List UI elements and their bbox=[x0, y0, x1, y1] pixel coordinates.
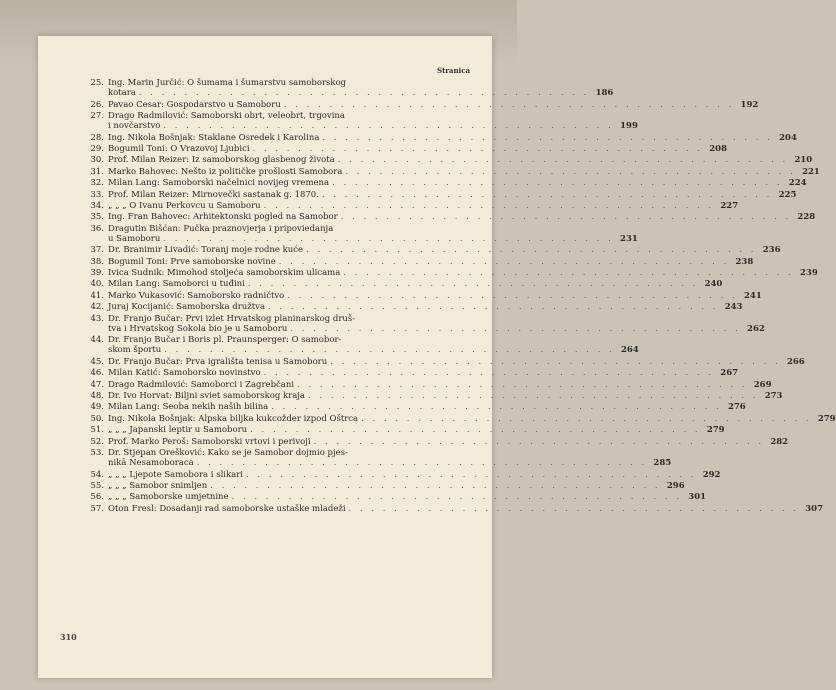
entry-body bbox=[108, 178, 807, 188]
entry-number: 27. bbox=[90, 110, 104, 121]
entry-line bbox=[108, 234, 638, 244]
entry-page-number: 285 bbox=[653, 458, 672, 469]
toc-entry bbox=[82, 413, 836, 424]
toc-entry bbox=[82, 425, 725, 436]
entry-text: kotara bbox=[108, 88, 136, 99]
toc-entry bbox=[82, 436, 789, 447]
entry-body bbox=[108, 414, 836, 424]
entry-text: Marko Bahovec: Nešto iz političke prošlosti Samobora bbox=[108, 166, 343, 177]
entry-body bbox=[108, 504, 823, 514]
entry-page-number: 279 bbox=[817, 413, 836, 424]
entry-number: 48. bbox=[90, 391, 104, 401]
dot-leader: . . . . . . . . . . . . . . . . . . . . . . . . . . . . . . . . . . . . . . . . bbox=[164, 345, 615, 356]
entry-body bbox=[108, 78, 613, 98]
entry-line bbox=[108, 324, 765, 334]
entry-line bbox=[108, 291, 762, 301]
entry-page-number: 228 bbox=[797, 212, 816, 223]
entry-line bbox=[108, 481, 685, 491]
entry-number: 29. bbox=[90, 143, 104, 154]
entry-body bbox=[108, 155, 812, 165]
entry-line bbox=[108, 178, 807, 188]
toc-entry bbox=[82, 178, 807, 189]
entry-text: Ing. Marin Jurčić: O šumama i šumarstvu samoborskog bbox=[108, 78, 347, 88]
entry-line bbox=[108, 133, 797, 143]
dot-leader: . . . . . . . . . . . . . . . . . . . . . . . . . . . . . . . . . . . . . . . . bbox=[306, 245, 757, 256]
toc-entry bbox=[82, 503, 823, 514]
entry-number: 32. bbox=[90, 178, 104, 189]
entry-text: Milan Lang: Samoborski načelnici novijeg vremena bbox=[108, 178, 330, 189]
dot-leader: . . . . . . . . . . . . . . . . . . . . . . . . . . . . . . . . . . . . . . . . bbox=[308, 391, 759, 401]
dot-leader: . . . . . . . . . . . . . . . . . . . . . . . . . . . . . . . . . . . . . . . . bbox=[163, 233, 614, 244]
toc-entry bbox=[82, 402, 746, 413]
entry-line bbox=[108, 357, 805, 367]
entry-page-number: 239 bbox=[800, 268, 818, 279]
entry-page-number: 186 bbox=[595, 88, 614, 99]
entry-body bbox=[108, 470, 720, 480]
dot-leader: . . . . . . . . . . . . . . . . . . . . . . . . . . . . . . . . . . . . . . . . bbox=[246, 469, 697, 480]
entry-body bbox=[108, 190, 796, 200]
entry-text: skom športu bbox=[108, 345, 162, 356]
dot-leader: . . . . . . . . . . . . . . . . . . . . . . . . . . . . . . . . . . . . . . . . bbox=[345, 166, 796, 177]
entry-body bbox=[108, 357, 805, 367]
entry-line bbox=[108, 167, 820, 177]
entry-text: u Samoboru bbox=[108, 233, 161, 244]
toc-entry bbox=[82, 492, 707, 503]
entry-page-number: 266 bbox=[786, 356, 805, 367]
book-page bbox=[38, 36, 836, 678]
entry-line bbox=[108, 212, 815, 222]
entry-line bbox=[108, 368, 738, 378]
entry-text: Dr. Franjo Bučar: Prva igrališta tenisa u Samoboru bbox=[108, 356, 328, 367]
table-of-contents bbox=[82, 78, 836, 515]
entry-page-number: 240 bbox=[704, 279, 723, 290]
toc-entry bbox=[82, 110, 638, 132]
entry-number: 42. bbox=[90, 302, 104, 313]
entry-body bbox=[108, 291, 762, 301]
toc-entry bbox=[82, 78, 614, 99]
entry-body bbox=[108, 144, 727, 154]
entry-line bbox=[108, 144, 727, 154]
entry-text: i novčarstvo bbox=[108, 121, 161, 132]
entry-page-number: 241 bbox=[744, 290, 762, 301]
entry-body bbox=[108, 380, 772, 390]
entry-number: 34. bbox=[90, 200, 104, 211]
dot-leader: . . . . . . . . . . . . . . . . . . . . . . . . . . . . . . . . . . . . . . . . bbox=[297, 379, 748, 390]
entry-line bbox=[108, 100, 758, 110]
dot-leader: . . . . . . . . . . . . . . . . . . . . . . . . . . . . . . . . . . . . . . . . bbox=[330, 356, 781, 367]
entry-body bbox=[108, 224, 638, 244]
entry-text: „ „ „ Samoborske umjetnine bbox=[108, 492, 229, 503]
toc-entry bbox=[82, 132, 797, 143]
dot-leader: . . . . . . . . . . . . . . . . . . . . . . . . . . . . . . . . . . . . . . . . bbox=[313, 436, 765, 447]
entry-number: 25. bbox=[90, 78, 104, 88]
entry-body bbox=[108, 279, 722, 289]
entry-body bbox=[108, 302, 742, 312]
entry-line bbox=[108, 448, 671, 458]
entry-page-number: 204 bbox=[779, 132, 797, 143]
entry-text: Bogumil Toni: O Vrazovoj Ljubici bbox=[108, 143, 250, 154]
entry-text: Ivica Sudnik: Mimohod stoljeća samoborskim ulicama bbox=[108, 268, 341, 279]
entry-page-number: 282 bbox=[770, 436, 789, 447]
entry-line bbox=[108, 268, 818, 278]
entry-number: 40. bbox=[90, 279, 104, 290]
column-header-stranica: Stranica bbox=[436, 66, 470, 75]
entry-line bbox=[108, 437, 788, 447]
entry-page-number: 307 bbox=[805, 503, 823, 514]
entry-page-number: 301 bbox=[688, 492, 707, 503]
toc-entry bbox=[82, 256, 754, 267]
entry-text: „ „ „ Ljepote Samobora i slikari bbox=[108, 469, 244, 480]
entry-page-number: 208 bbox=[709, 143, 728, 154]
entry-line bbox=[108, 504, 823, 514]
toc-entry bbox=[82, 368, 739, 379]
entry-body bbox=[108, 402, 746, 412]
entry-page-number: 221 bbox=[802, 166, 820, 177]
entry-number: 28. bbox=[90, 132, 104, 143]
entry-body bbox=[108, 167, 820, 177]
entry-page-number: 199 bbox=[620, 121, 638, 132]
entry-page-number: 210 bbox=[794, 155, 813, 166]
entry-text: Oton Fresl: Dosadanji rad samoborske ustaške mladeži bbox=[108, 503, 346, 514]
entry-line bbox=[108, 279, 722, 289]
toc-entry bbox=[82, 155, 813, 166]
entry-number: 53. bbox=[90, 447, 104, 458]
entry-body bbox=[108, 257, 753, 267]
toc-entry bbox=[82, 212, 816, 223]
dot-leader: . . . . . . . . . . . . . . . . . . . . . . . . . . . . . . . . . . . . . . . . bbox=[290, 323, 741, 334]
dot-leader: . . . . . . . . . . . . . . . . . . . . . . . . . . . . . . . . . . . . . . . . bbox=[231, 492, 683, 503]
entry-body bbox=[108, 201, 738, 211]
entry-line bbox=[108, 111, 638, 121]
entry-number: 55. bbox=[90, 480, 104, 491]
entry-number: 45. bbox=[90, 356, 104, 367]
toc-entry bbox=[82, 335, 639, 356]
dot-leader: . . . . . . . . . . . . . . . . . . . . . . . . . . . . . . . . . . . . . . . . bbox=[283, 99, 735, 110]
entry-body bbox=[108, 481, 685, 491]
dot-leader: . . . . . . . . . . . . . . . . . . . . . . . . . . . . . . . . . . . . . . . . bbox=[263, 200, 715, 211]
toc-entry bbox=[82, 290, 762, 301]
toc-entry bbox=[82, 200, 739, 211]
toc-entry bbox=[82, 245, 781, 256]
entry-body bbox=[108, 425, 725, 435]
entry-text: Dr. Branimir Livadić: Toranj moje rodne kuće bbox=[108, 245, 304, 256]
entry-number: 31. bbox=[90, 166, 104, 177]
dot-leader: . . . . . . . . . . . . . . . . . . . . . . . . . . . . . . . . . . . . . . . . bbox=[271, 402, 722, 413]
entry-page-number: 262 bbox=[747, 323, 765, 334]
entry-line bbox=[108, 414, 836, 424]
entry-line bbox=[108, 402, 746, 412]
entry-body bbox=[108, 448, 671, 468]
entry-body bbox=[108, 111, 638, 131]
entry-text: „ „ „ Samobor snimljen bbox=[108, 480, 208, 491]
entry-body bbox=[108, 335, 639, 355]
entry-text: nikā Nesamoboraca bbox=[108, 458, 194, 469]
dot-leader: . . . . . . . . . . . . . . . . . . . . . . . . . . . . . . . . . . . . . . . . bbox=[163, 121, 614, 132]
entry-line bbox=[108, 345, 639, 355]
dot-leader: . . . . . . . . . . . . . . . . . . . . . . . . . . . . . . . . . . . . . . . . bbox=[250, 425, 701, 436]
entry-number: 44. bbox=[90, 335, 104, 346]
toc-entry bbox=[82, 99, 759, 110]
toc-entry bbox=[82, 279, 723, 290]
entry-page-number: 279 bbox=[706, 425, 725, 436]
entry-body bbox=[108, 100, 758, 110]
dot-leader: . . . . . . . . . . . . . . . . . . . . . . . . . . . . . . . . . . . . . . . . bbox=[348, 503, 799, 514]
entry-body bbox=[108, 437, 788, 447]
entry-body bbox=[108, 245, 781, 255]
entry-number: 41. bbox=[90, 290, 104, 301]
dot-leader: . . . . . . . . . . . . . . . . . . . . . . . . . . . . . . . . . . . . . . . . bbox=[210, 480, 661, 491]
toc-entry bbox=[82, 356, 805, 367]
entry-text: Bogumil Toni: Prve samoborske novine bbox=[108, 256, 276, 267]
entry-line bbox=[108, 458, 671, 468]
entry-body bbox=[108, 492, 706, 502]
entry-number: 26. bbox=[90, 99, 104, 110]
entry-line bbox=[108, 121, 638, 131]
entry-number: 51. bbox=[90, 425, 104, 436]
page-number: 310 bbox=[60, 632, 77, 642]
dot-leader: . . . . . . . . . . . . . . . . . . . . . . . . . . . . . . . . . . . . . . . . bbox=[138, 88, 590, 99]
entry-number: 43. bbox=[90, 313, 104, 324]
entry-text: Drago Radmilović: Samoborski obrt, veleobrt, trgovina bbox=[108, 110, 345, 121]
dot-leader: . . . . . . . . . . . . . . . . . . . . . . . . . . . . . . . . . . . . . . . . bbox=[343, 268, 794, 279]
entry-text: Marko Vukasović: Samoborsko radničtvo bbox=[108, 290, 285, 301]
entry-line bbox=[108, 155, 812, 165]
entry-line bbox=[108, 201, 738, 211]
entry-text: Prof. Milan Reizer: Mirnovečki sastanak g. 1870. bbox=[108, 189, 319, 200]
entry-page-number: 225 bbox=[778, 189, 797, 200]
entry-line bbox=[108, 224, 638, 234]
entry-page-number: 238 bbox=[735, 256, 754, 267]
entry-page-number: 264 bbox=[620, 345, 639, 356]
entry-body bbox=[108, 314, 765, 334]
dot-leader: . . . . . . . . . . . . . . . . . . . . . . . . . . . . . . . . . . . . . . . . bbox=[340, 212, 792, 223]
entry-line bbox=[108, 88, 613, 98]
entry-page-number: 273 bbox=[764, 391, 783, 401]
dot-leader: . . . . . . . . . . . . . . . . . . . . . . . . . . . . . . . . . . . . . . . . bbox=[322, 132, 773, 143]
entry-text: Milan Lang: Seoba nekih naših bilina bbox=[108, 402, 269, 413]
entry-line bbox=[108, 470, 720, 480]
entry-page-number: 267 bbox=[720, 368, 739, 379]
entry-text: Milan Lang: Samoborci u tuđini bbox=[108, 279, 245, 290]
entry-text: Drago Radmilović: Samoborci i Zagrebčani bbox=[108, 379, 295, 390]
entry-text: tva i Hrvatskog Sokola bio je u Samoboru bbox=[108, 323, 288, 334]
toc-entry bbox=[82, 447, 672, 469]
entry-text: Dr. Franjo Bučar: Prvi izlet Hrvatskog planinarskog druš- bbox=[108, 313, 356, 324]
entry-number: 46. bbox=[90, 368, 104, 379]
entry-page-number: 269 bbox=[753, 379, 772, 390]
entry-text: Dr. Franjo Bučar i Boris pl. Praunsperger: O samobor- bbox=[108, 335, 342, 346]
entry-page-number: 192 bbox=[740, 99, 759, 110]
entry-body bbox=[108, 133, 797, 143]
toc-entry bbox=[82, 313, 765, 334]
entry-number: 52. bbox=[90, 436, 104, 447]
entry-line bbox=[108, 302, 742, 312]
entry-number: 39. bbox=[90, 268, 104, 279]
entry-body bbox=[108, 212, 815, 222]
entry-line bbox=[108, 425, 725, 435]
entry-number: 57. bbox=[90, 503, 104, 514]
entry-text: Milan Katić: Samoborsko novinstvo bbox=[108, 368, 261, 379]
dot-leader: . . . . . . . . . . . . . . . . . . . . . . . . . . . . . . . . . . . . . . . . bbox=[321, 189, 773, 200]
entry-text: Ing. Fran Bahovec: Arhitektonski pogled na Samobor bbox=[108, 212, 338, 223]
entry-page-number: 236 bbox=[762, 245, 781, 256]
dot-leader: . . . . . . . . . . . . . . . . . . . . . . . . . . . . . . . . . . . . . . . . bbox=[268, 302, 719, 313]
entry-body bbox=[108, 268, 818, 278]
entry-text: Dr. Ivo Horvat: Biljni sviet samoborskog kraja bbox=[108, 391, 306, 401]
entry-number: 38. bbox=[90, 256, 104, 267]
toc-entry bbox=[82, 469, 721, 480]
entry-number: 35. bbox=[90, 212, 104, 223]
dot-leader: . . . . . . . . . . . . . . . . . . . . . . . . . . . . . . . . . . . . . . . . bbox=[361, 413, 812, 424]
entry-text: Ing. Nikola Bošnjak: Alpska biljka kukcožder izpod Oštrca bbox=[108, 413, 359, 424]
entry-page-number: 227 bbox=[720, 200, 739, 211]
entry-text: Pavao Cesar: Gospodarstvo u Samoboru bbox=[108, 99, 281, 110]
entry-line bbox=[108, 492, 706, 502]
toc-entry bbox=[82, 302, 743, 313]
dot-leader: . . . . . . . . . . . . . . . . . . . . . . . . . . . . . . . . . . . . . . . . bbox=[263, 368, 715, 379]
entry-page-number: 231 bbox=[620, 233, 638, 244]
dot-leader: . . . . . . . . . . . . . . . . . . . . . . . . . . . . . . . . . . . . . . . . bbox=[278, 256, 730, 267]
entry-line bbox=[108, 335, 639, 345]
entry-line bbox=[108, 380, 772, 390]
entry-line bbox=[108, 314, 765, 324]
entry-page-number: 224 bbox=[788, 178, 807, 189]
dot-leader: . . . . . . . . . . . . . . . . . . . . . . . . . . . . . . . . . . . . . . . . bbox=[332, 178, 783, 189]
toc-entry bbox=[82, 223, 638, 244]
entry-text: „ „ „ Japanski leptir u Samoboru bbox=[108, 425, 248, 436]
entry-page-number: 292 bbox=[702, 469, 721, 480]
entry-text: „ „ „ O Ivanu Perkovcu u Samoboru bbox=[108, 200, 261, 211]
entry-page-number: 243 bbox=[724, 302, 743, 313]
entry-page-number: 296 bbox=[666, 480, 685, 491]
entry-text: Ing. Nikola Bošnjak: Staklane Osredek i Karolina bbox=[108, 132, 320, 143]
toc-entry bbox=[82, 143, 728, 154]
entry-number: 47. bbox=[90, 379, 104, 390]
entry-line bbox=[108, 78, 613, 88]
entry-number: 56. bbox=[90, 492, 104, 503]
entry-body bbox=[108, 368, 738, 378]
entry-number: 50. bbox=[90, 413, 104, 424]
entry-line bbox=[108, 257, 753, 267]
entry-text: Prof. Marko Peroš: Samoborski vrtovi i perivoji bbox=[108, 436, 311, 447]
entry-number: 30. bbox=[90, 155, 104, 166]
entry-page-number: 276 bbox=[727, 402, 746, 413]
entry-line bbox=[108, 190, 796, 200]
toc-entry bbox=[82, 189, 797, 200]
toc-entry bbox=[82, 391, 783, 401]
entry-number: 54. bbox=[90, 469, 104, 480]
dot-leader: . . . . . . . . . . . . . . . . . . . . . . . . . . . . . . . . . . . . . . . . bbox=[252, 143, 704, 154]
entry-number: 37. bbox=[90, 245, 104, 256]
entry-text: Prof. Milan Reizer: Iz samoborskog glasbenog života bbox=[108, 155, 335, 166]
dot-leader: . . . . . . . . . . . . . . . . . . . . . . . . . . . . . . . . . . . . . . . . bbox=[287, 290, 738, 301]
entry-line bbox=[108, 245, 781, 255]
toc-entry bbox=[82, 268, 818, 279]
entry-text: Dr. Stjepan Orešković: Kako se je Samobor dojmio pjes- bbox=[108, 447, 348, 458]
toc-entry bbox=[82, 480, 685, 491]
entry-text: Juraj Kocijanić: Samoborska družtva bbox=[108, 302, 266, 313]
entry-number: 36. bbox=[90, 223, 104, 234]
entry-body bbox=[108, 391, 782, 401]
entry-number: 49. bbox=[90, 402, 104, 413]
dot-leader: . . . . . . . . . . . . . . . . . . . . . . . . . . . . . . . . . . . . . . . . bbox=[247, 279, 699, 290]
dot-leader: . . . . . . . . . . . . . . . . . . . . . . . . . . . . . . . . . . . . . . . . bbox=[337, 155, 789, 166]
entry-number: 33. bbox=[90, 189, 104, 200]
toc-entry bbox=[82, 166, 820, 177]
entry-line bbox=[108, 391, 782, 401]
dot-leader: . . . . . . . . . . . . . . . . . . . . . . . . . . . . . . . . . . . . . . . . bbox=[196, 458, 648, 469]
entry-text: Dragutin Bišćan: Pučka praznovjerja i pripoviedanja bbox=[108, 223, 334, 234]
toc-entry bbox=[82, 379, 772, 390]
